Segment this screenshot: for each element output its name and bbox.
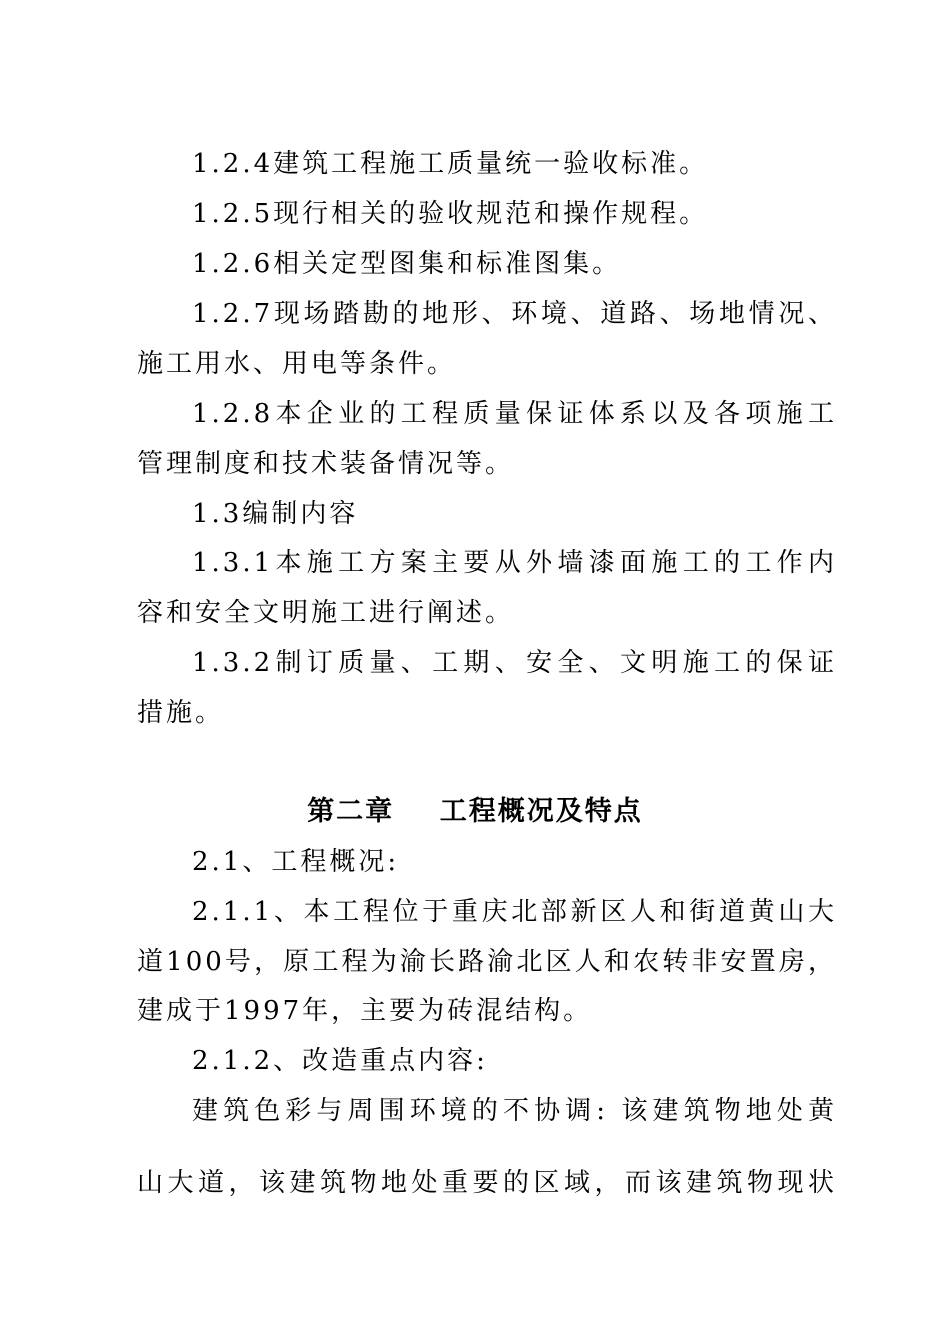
paragraph-line: 1.2.4建筑工程施工质量统一验收标准。 xyxy=(192,149,709,179)
paragraph-line: 1.2.7现场踏勘的地形、环境、道路、场地情况、 xyxy=(192,299,837,329)
paragraph-line: 道100号，原工程为渝长路渝北区人和农转非安置房， xyxy=(137,947,837,977)
paragraph-line: 1.2.6相关定型图集和标准图集。 xyxy=(192,249,622,279)
paragraph-line: 措施。 xyxy=(137,698,225,728)
paragraph-line: 建筑色彩与周围环境的不协调: 该建筑物地处黄 xyxy=(192,1096,837,1126)
paragraph-line: 1.2.5现行相关的验收规范和操作规程。 xyxy=(192,199,709,229)
paragraph-line: 容和安全文明施工进行阐述。 xyxy=(137,598,515,628)
section-heading: 1.3编制内容 xyxy=(192,499,359,529)
paragraph-line: 1.3.2制订质量、工期、安全、文明施工的保证 xyxy=(192,648,837,678)
paragraph-line: 建成于1997年，主要为砖混结构。 xyxy=(137,996,593,1026)
section-heading: 2.1.2、改造重点内容: xyxy=(192,1046,488,1076)
section-heading: 2.1、工程概况: xyxy=(192,847,400,877)
paragraph-line: 施工用水、用电等条件。 xyxy=(137,349,457,379)
chapter-title: 第二章 工程概况及特点 xyxy=(307,796,643,827)
paragraph-line: 管理制度和技术装备情况等。 xyxy=(137,449,515,479)
paragraph-line: 山大道，该建筑物地处重要的区域，而该建筑物现状 xyxy=(137,1168,837,1198)
paragraph-line: 2.1.1、本工程位于重庆北部新区人和街道黄山大 xyxy=(192,897,837,927)
paragraph-line: 1.2.8本企业的工程质量保证体系以及各项施工 xyxy=(192,399,837,429)
paragraph-line: 1.3.1本施工方案主要从外墙漆面施工的工作内 xyxy=(192,548,837,578)
